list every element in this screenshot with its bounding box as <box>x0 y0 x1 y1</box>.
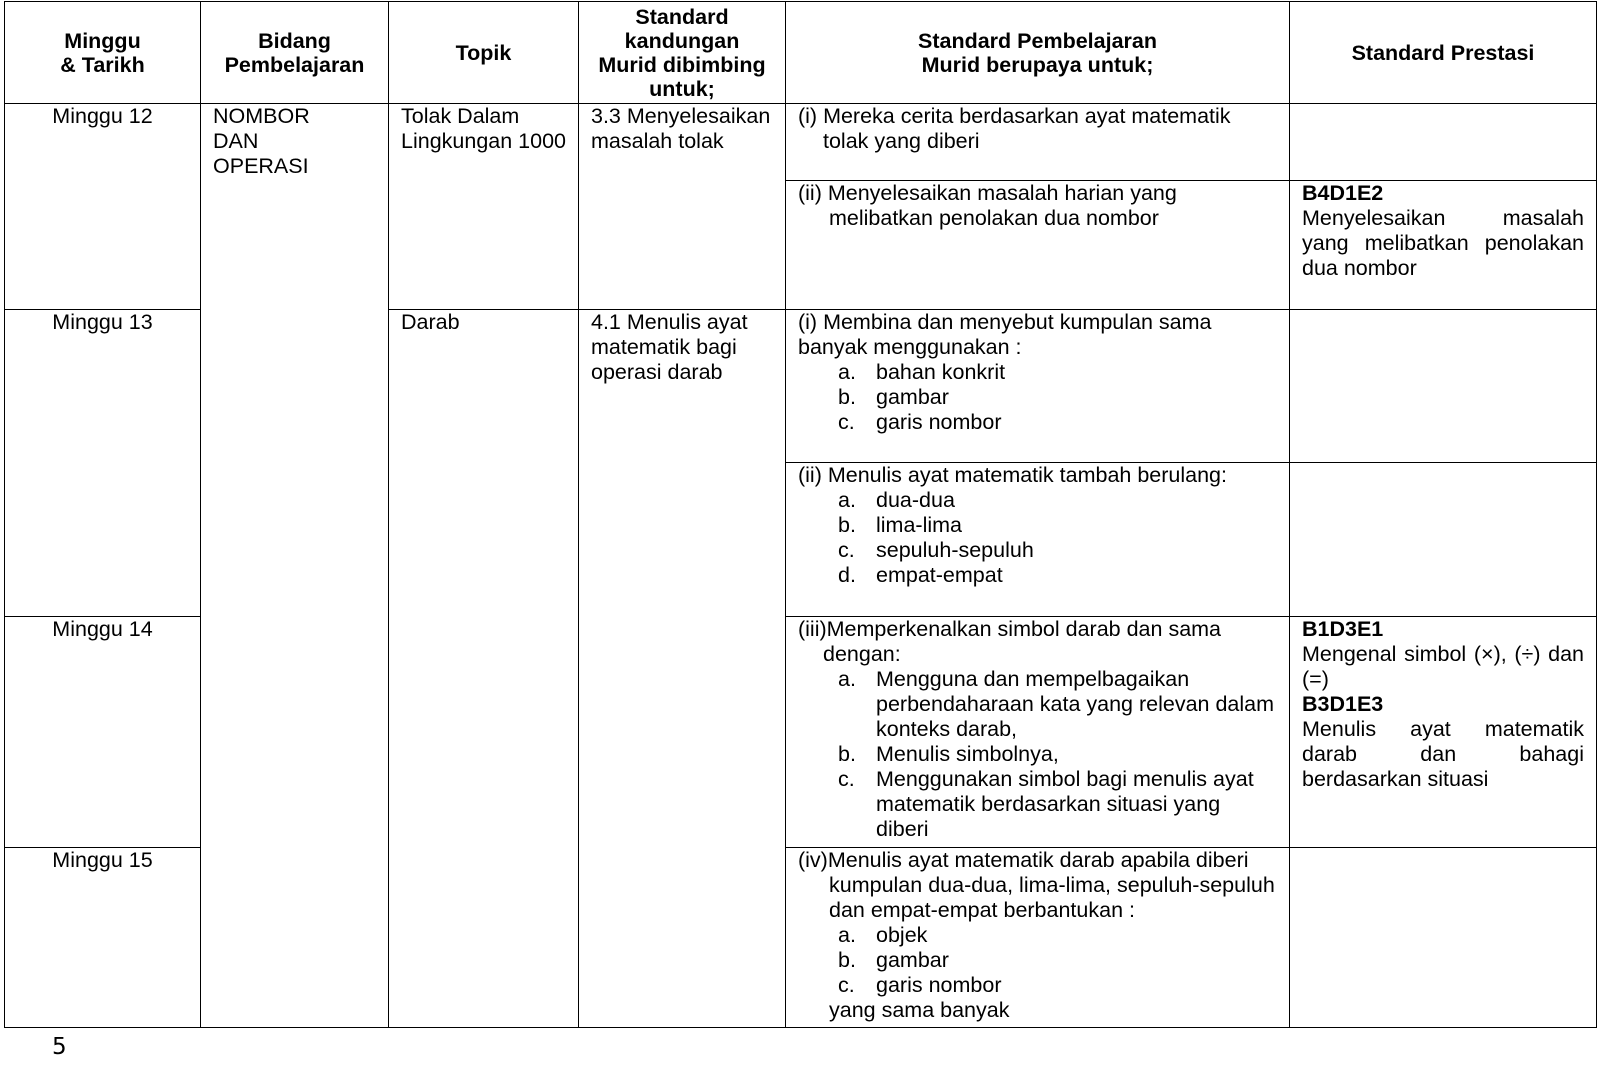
topic-cell: Tolak Dalam Lingkungan 1000 <box>389 104 579 310</box>
standard-prestasi-cell <box>1290 463 1597 616</box>
standard-pembelajaran-cell: (ii) Menyelesaikan masalah harian yang melibatkan penolakan dua nombor <box>786 181 1290 310</box>
topic-cell: Darab <box>389 309 579 1027</box>
standard-kandungan-cell: 4.1 Menulis ayat matematik bagi operasi darab <box>579 309 786 1027</box>
lesson-plan-table <box>4 1 1597 1028</box>
standard-prestasi-cell: B1D3E1 Mengenal simbol (×), (÷) dan (=) B3D1E3 Menulis ayat matematik darab dan bahagi berdasarkan situasi <box>1290 616 1597 847</box>
table-row <box>5 104 1597 181</box>
header-week: Minggu & Tarikh <box>5 2 201 104</box>
page-number: 5 <box>52 1034 67 1060</box>
standard-prestasi-cell <box>1290 104 1597 181</box>
list-item: a. dua-dua <box>838 488 955 513</box>
list-item: a. objek <box>838 922 928 947</box>
week-cell: Minggu 13 <box>5 309 201 616</box>
week-cell: Minggu 15 <box>5 847 201 1027</box>
list-item: b. lima-lima <box>838 513 962 538</box>
standard-pembelajaran-cell: (iii)Memperkenalkan simbol darab dan sama dengan: a. Mengguna dan mempelbagaikan perbendaharaan kata yang relevan dalam konteks darab, b. Menulis simbolnya, c. Menggunakan simbol bagi menulis ayat matematik berdasarkan situasi yang diberi <box>786 616 1290 847</box>
standard-prestasi-cell: B4D1E2 Menyelesaikan masalah yang melibatkan penolakan dua nombor <box>1290 181 1597 310</box>
header-standard-kandungan: Standard kandungan Murid dibimbing untuk; <box>579 2 786 104</box>
list-item: d. empat-empat <box>838 563 1003 588</box>
sub-item-list <box>798 667 1277 842</box>
list-item: b. Menulis simbolnya, <box>838 741 1059 766</box>
standard-prestasi-cell <box>1290 847 1597 1027</box>
standard-pembelajaran-cell: (ii) Menulis ayat matematik tambah berulang: a. dua-dua b. lima-lima c. sepuluh-sepuluh d. empat-empat <box>786 463 1290 616</box>
list-item: b. gambar <box>838 384 949 409</box>
standard-kandungan-cell: 3.3 Menyelesaikan masalah tolak <box>579 104 786 310</box>
week-cell: Minggu 14 <box>5 616 201 847</box>
header-standard-prestasi: Standard Prestasi <box>1290 2 1597 104</box>
standard-pembelajaran-cell: (i) Mereka cerita berdasarkan ayat matematik tolak yang diberi <box>786 104 1290 181</box>
header-row <box>5 2 1597 104</box>
header-topik: Topik <box>389 2 579 104</box>
sub-item-list <box>798 488 1277 588</box>
bidang-cell: NOMBOR DAN OPERASI <box>201 104 389 1028</box>
sub-item-list <box>798 923 1277 998</box>
list-item: c. sepuluh-sepuluh <box>838 538 1034 563</box>
standard-pembelajaran-cell: (iv)Menulis ayat matematik darab apabila diberi kumpulan dua-dua, lima-lima, sepuluh-sepuluh dan empat-empat berbantukan : a. objek b. gambar c. garis nombor yang sama banyak <box>786 847 1290 1027</box>
list-item: a. Mengguna dan mempelbagaikan perbendaharaan kata yang relevan dalam konteks darab, <box>838 666 1275 741</box>
week-cell: Minggu 12 <box>5 104 201 310</box>
list-item: c. garis nombor <box>838 409 1002 434</box>
list-item: b. gambar <box>838 947 949 972</box>
header-standard-pembelajaran: Standard Pembelajaran Murid berupaya untuk; <box>786 2 1290 104</box>
list-item: c. garis nombor <box>838 972 1002 997</box>
standard-prestasi-cell <box>1290 309 1597 462</box>
list-item: c. Menggunakan simbol bagi menulis ayat matematik berdasarkan situasi yang diberi <box>838 766 1254 841</box>
sub-item-list <box>798 360 1277 435</box>
standard-pembelajaran-cell: (i) Membina dan menyebut kumpulan sama banyak menggunakan : a. bahan konkrit b. gambar c. garis nombor <box>786 309 1290 462</box>
header-bidang: Bidang Pembelajaran <box>201 2 389 104</box>
list-item: a. bahan konkrit <box>838 359 1006 384</box>
